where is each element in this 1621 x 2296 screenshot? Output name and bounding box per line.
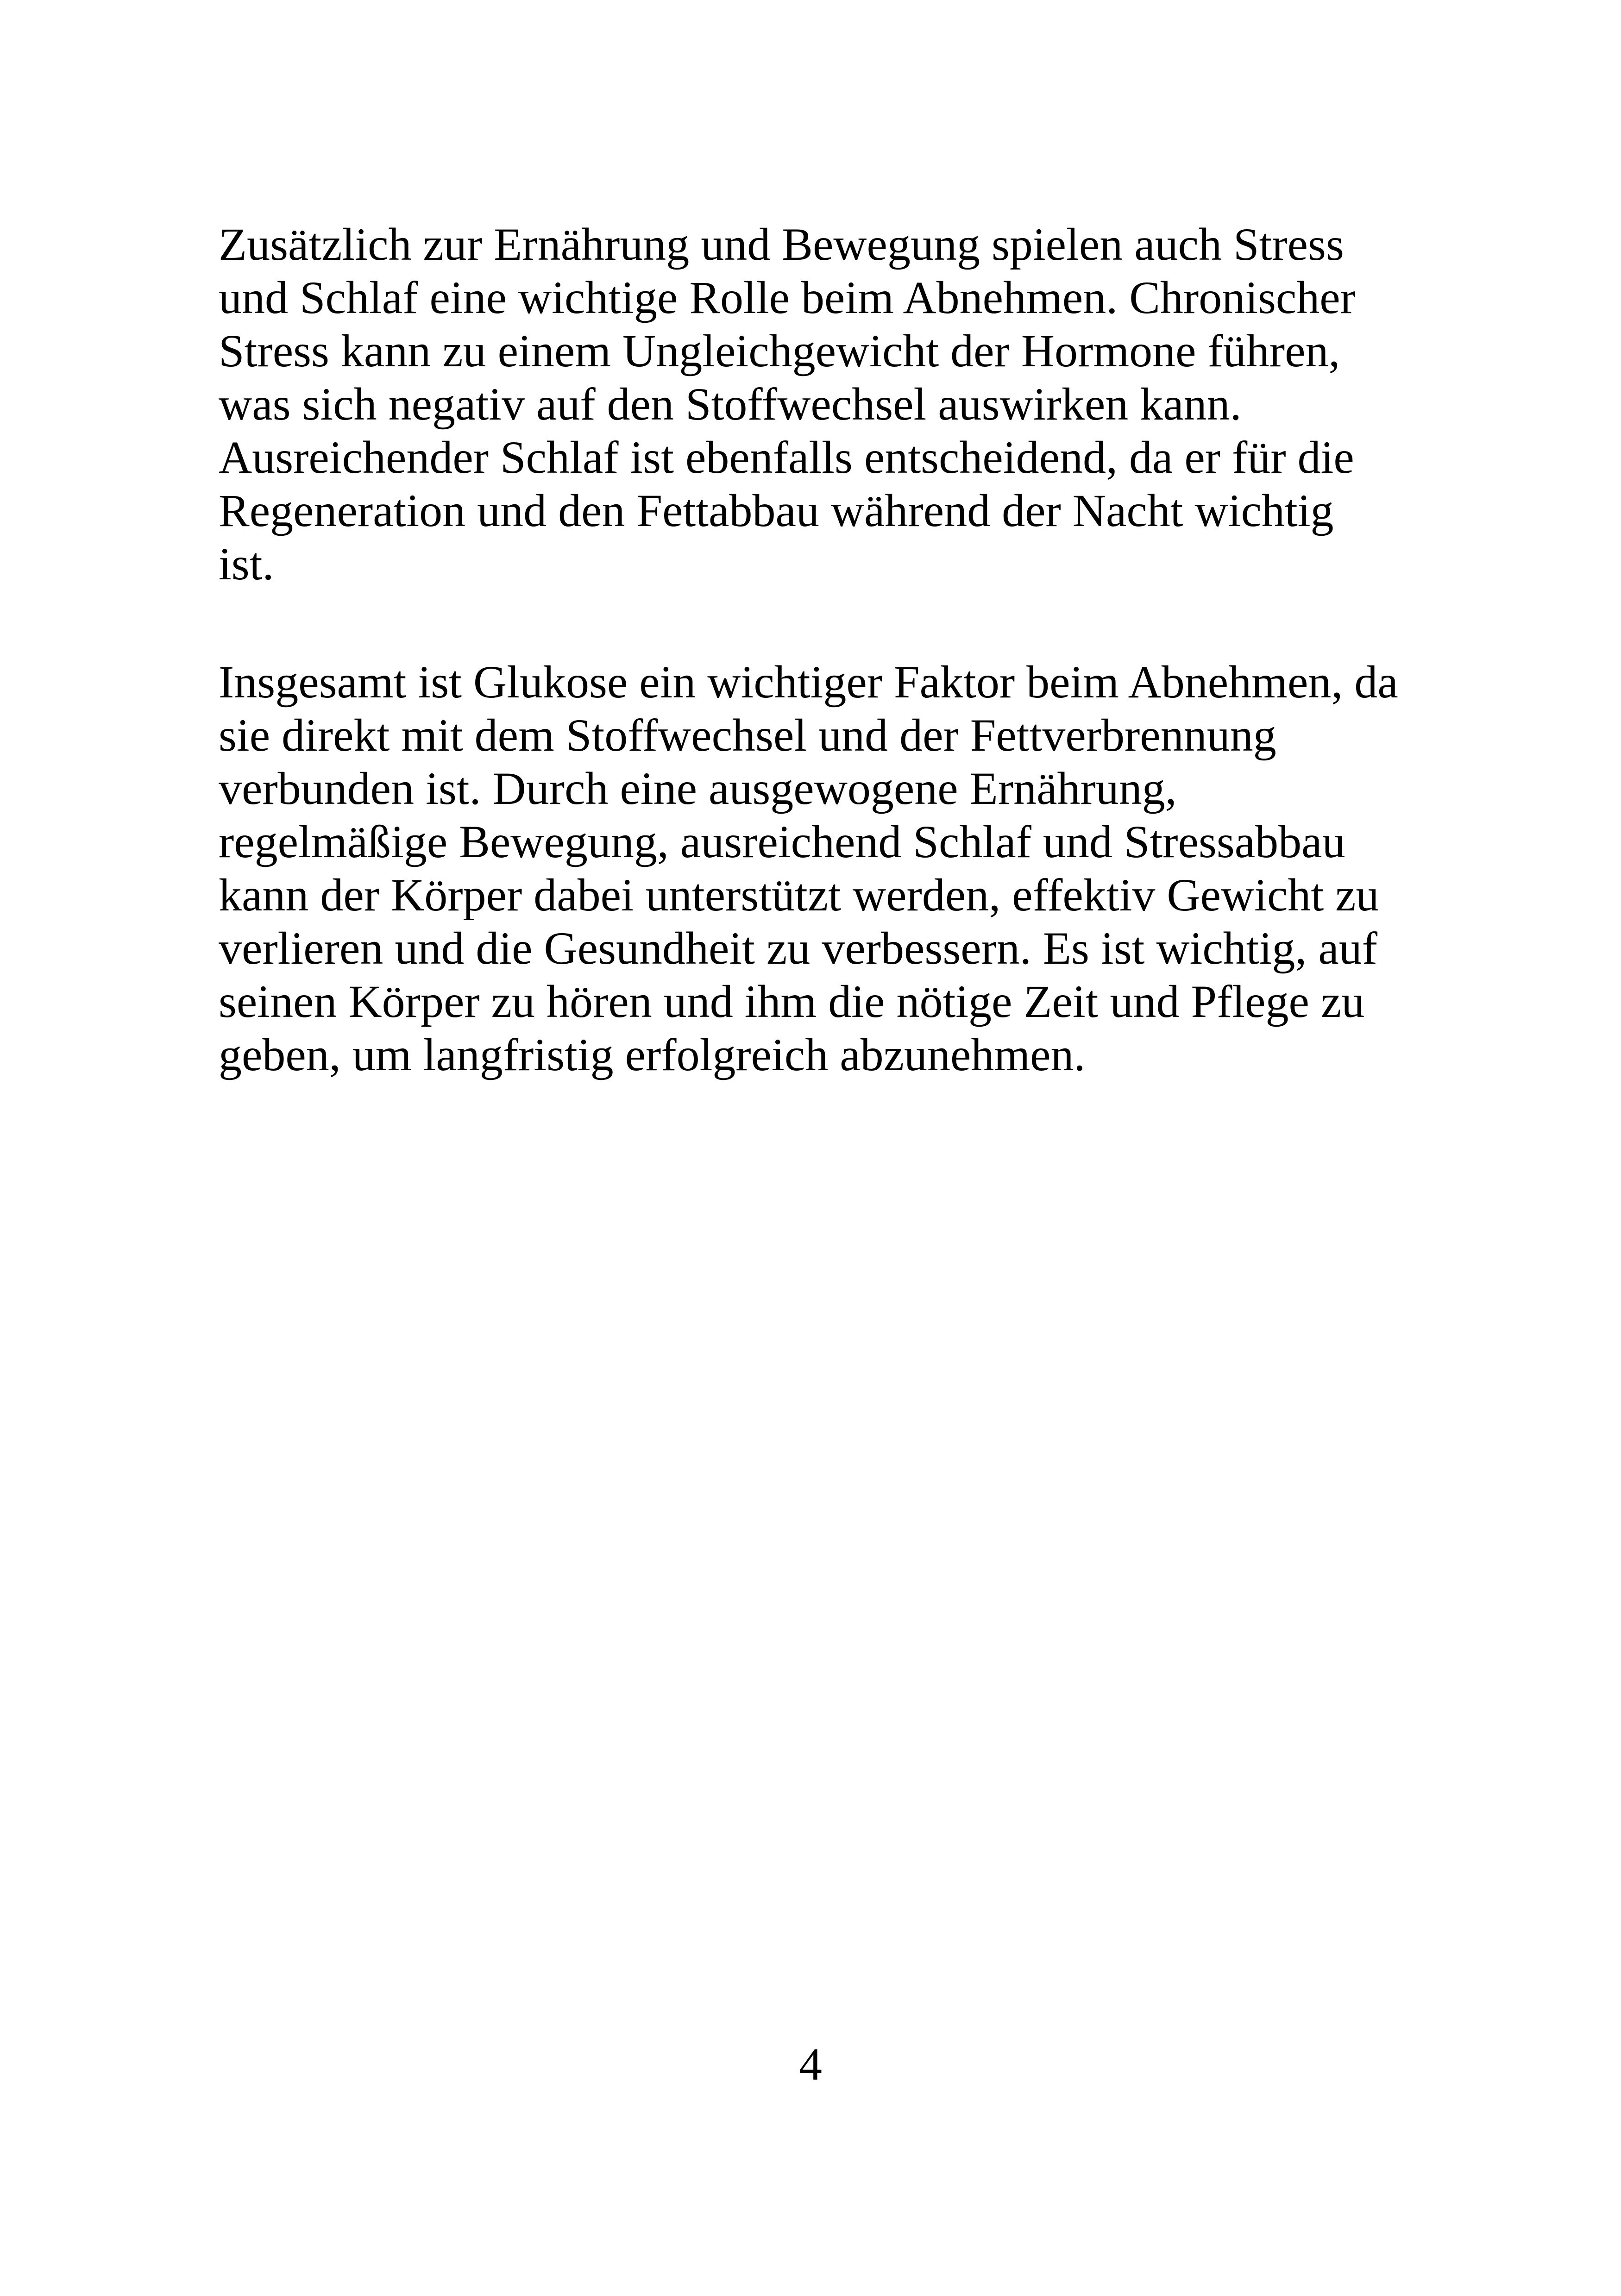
- paragraph-2: [219, 655, 1451, 1081]
- paragraph-line: seinen Körper zu hören und ihm die nötige Zeit und Pflege zu: [219, 976, 1365, 1027]
- paragraph-line: Zusätzlich zur Ernährung und Bewegung spielen auch Stress: [219, 219, 1344, 270]
- paragraph-line: und Schlaf eine wichtige Rolle beim Abnehmen. Chronischer: [219, 272, 1356, 323]
- paragraph-line: Regeneration und den Fettabbau während der Nacht wichtig: [219, 485, 1334, 536]
- paragraph-line: regelmäßige Bewegung, ausreichend Schlaf und Stressabbau: [219, 816, 1345, 867]
- paragraph-1: [219, 218, 1451, 590]
- page-number: 4: [799, 2039, 822, 2090]
- paragraph-line: ist.: [219, 538, 274, 590]
- paragraph-line: sie direkt mit dem Stoffwechsel und der Fettverbrennung: [219, 709, 1276, 761]
- paragraph-line: geben, um langfristig erfolgreich abzunehmen.: [219, 1029, 1086, 1080]
- paragraph-line: verlieren und die Gesundheit zu verbessern. Es ist wichtig, auf: [219, 922, 1378, 974]
- paragraph-line: was sich negativ auf den Stoffwechsel auswirken kann.: [219, 378, 1242, 430]
- paragraph-line: verbunden ist. Durch eine ausgewogene Ernährung,: [219, 763, 1177, 814]
- paragraph-line: Stress kann zu einem Ungleichgewicht der Hormone führen,: [219, 325, 1340, 376]
- paragraph-line: kann der Körper dabei unterstützt werden, effektiv Gewicht zu: [219, 869, 1379, 921]
- paragraph-line: Insgesamt ist Glukose ein wichtiger Faktor beim Abnehmen, da: [219, 656, 1398, 708]
- paragraph-line: Ausreichender Schlaf ist ebenfalls entscheidend, da er für die: [219, 432, 1354, 483]
